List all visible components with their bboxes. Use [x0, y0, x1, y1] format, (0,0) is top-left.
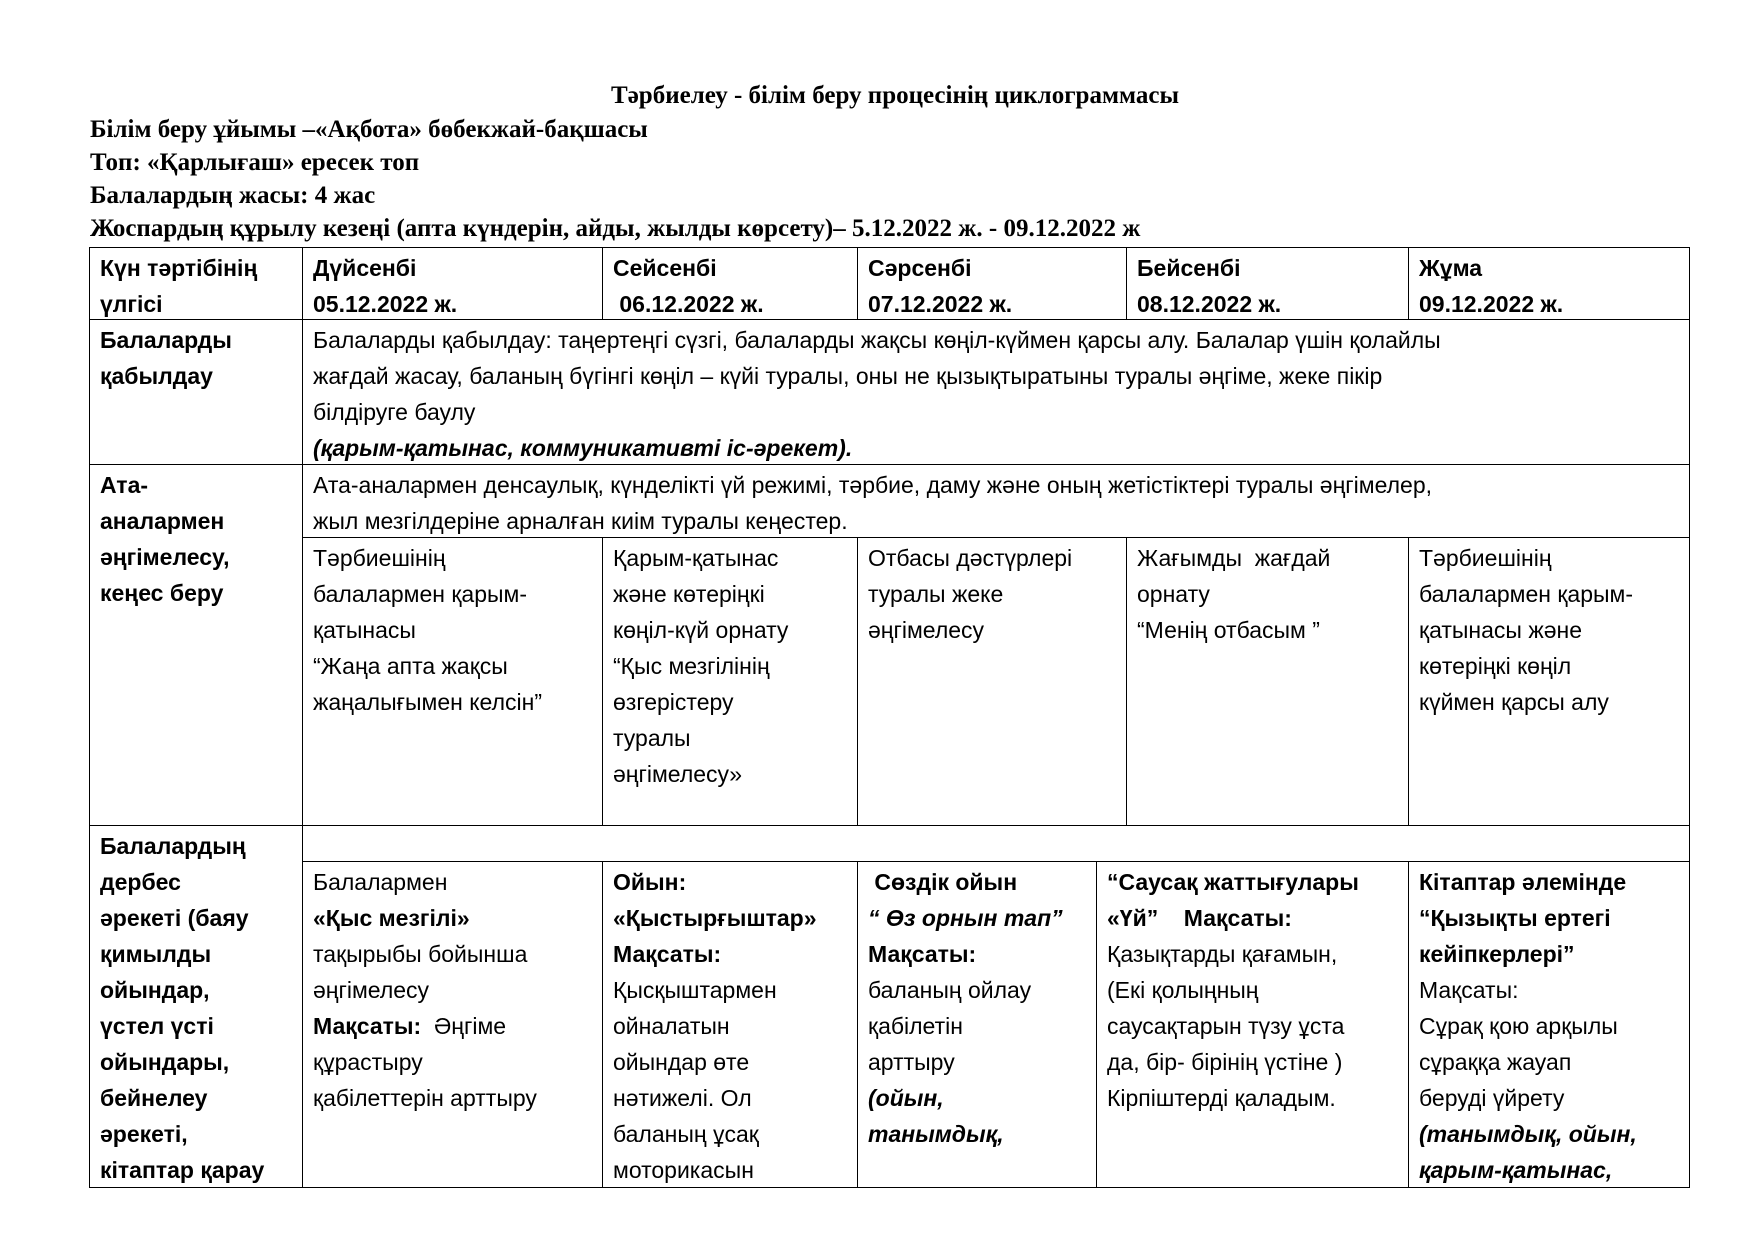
activity-wednesday-cell [857, 861, 1097, 1188]
reception-text-line: білдіруге баулу [313, 399, 476, 425]
goal-label: «Үй” Мақсаты: [1107, 905, 1292, 931]
game-title: «Қыстырғыштар» [613, 905, 817, 931]
activity-monday-cell [302, 861, 603, 1188]
cell-line: ойындар өте [613, 1049, 750, 1075]
cell-line: баланың ойлау [868, 977, 1032, 1003]
cell-line: әңгімелесу [313, 977, 430, 1003]
cell-line: беруді үйрету [1419, 1085, 1565, 1111]
parents-common-line: жыл мезгілдеріне арналған киім туралы кеңестер. [313, 508, 848, 534]
cell-line: сұраққа жауап [1419, 1049, 1572, 1075]
cell-line: моторикасын [613, 1157, 754, 1183]
game-title: Кітаптар әлемінде [1419, 869, 1627, 895]
day-name: Бейсенбі [1137, 255, 1241, 281]
cell-line: және көтеріңкі [613, 581, 765, 607]
cell-line: қабілеттерін арттыру [313, 1085, 537, 1111]
cell-line: туралы жеке [868, 581, 1004, 607]
activity-note: қарым-қатынас, [1419, 1157, 1613, 1183]
game-label: Сөздік ойын [868, 869, 1018, 895]
cell-line: орнату [1137, 581, 1210, 607]
label-line: қимылды [100, 941, 212, 967]
label-line: кітаптар қарау [100, 1157, 265, 1183]
game-title: “Саусақ жаттығулары [1107, 869, 1359, 895]
cell-line: арттыру [868, 1049, 955, 1075]
parents-friday-cell [1408, 537, 1690, 826]
header-day-wednesday [857, 247, 1127, 320]
activity-friday-cell [1408, 861, 1690, 1188]
reception-text-line: жағдай жасау, баланың бүгінгі көңіл – күйі туралы, оны не қызықтыратыны туралы әңгіме, жеке пікір [313, 363, 1383, 389]
row-parents-common [302, 464, 1690, 538]
activity-note: (танымдық, ойын, [1419, 1121, 1637, 1147]
header-day-monday [302, 247, 603, 320]
cell-line: әңгімелесу [868, 617, 985, 643]
cell-line: қатынасы және [1419, 617, 1582, 643]
cell-line: көңіл-күй орнату [613, 617, 789, 643]
goal-label: Мақсаты: [868, 941, 977, 967]
label-line: Ата- [100, 472, 149, 498]
org-line: Білім беру ұйымы –«Ақбота» бөбекжай-бақшасы [90, 116, 648, 143]
activity-note: (ойын, [868, 1085, 944, 1111]
cell-line: саусақтарын түзу ұста [1107, 1013, 1345, 1039]
cell-line: Тәрбиешінің [1419, 545, 1552, 571]
day-name: Сәрсенбі [868, 255, 972, 281]
cell-line: (Екі қолыңның [1107, 977, 1259, 1003]
goal-label: Мақсаты: [613, 941, 722, 967]
cell-line: қатынасы [313, 617, 416, 643]
cell-line: “Менің отбасым ” [1137, 617, 1320, 643]
row-reception-content [302, 319, 1690, 465]
period-line: Жоспардың құрылу кезеңі (апта күндерін, айды, жылды көрсету)– 5.12.2022 ж. - 09.12.2022 ж [90, 215, 1141, 242]
cell-line: да, бір- бірінің үстіне ) [1107, 1049, 1343, 1075]
cell-line: өзгерістеру [613, 689, 734, 715]
document-title: Тәрбиелеу - білім беру процесінің циклограммасы [611, 82, 1179, 109]
cell-line: Сұрақ қою арқылы [1419, 1013, 1618, 1039]
cell-line: баланың ұсақ [613, 1121, 759, 1147]
header-day-thursday [1126, 247, 1409, 320]
cell-line: Қарым-қатынас [613, 545, 779, 571]
reception-text-line: Балаларды қабылдау: таңертеңгі сүзгі, балаларды жақсы көңіл-күймен қарсы алу. Балалар үшін қолайлы [313, 327, 1441, 353]
parents-monday-cell [302, 537, 603, 826]
header-regime-cell [89, 247, 303, 320]
row-reception-label [89, 319, 303, 465]
day-date: 09.12.2022 ж. [1419, 291, 1564, 317]
activity-note: танымдық, [868, 1121, 1004, 1147]
goal-label: Мақсаты: [1419, 977, 1519, 1003]
header-day-tuesday [602, 247, 858, 320]
parents-wednesday-cell [857, 537, 1127, 826]
cell-line: көтеріңкі көңіл [1419, 653, 1572, 679]
activity-tuesday-cell [602, 861, 858, 1188]
cell-line: қабілетін [868, 1013, 963, 1039]
cell-line: ойналатын [613, 1013, 730, 1039]
label-line: әрекеті, [100, 1121, 188, 1147]
day-date: 05.12.2022 ж. [313, 291, 458, 317]
cell-line: Әңгіме [427, 1013, 507, 1039]
label-line: ойындары, [100, 1049, 230, 1075]
goal-label: Мақсаты: [313, 1013, 428, 1039]
cell-line: жаңалығымен келсін” [313, 689, 542, 715]
topic-title: «Қыс мезгілі» [313, 905, 470, 931]
cell-line: әңгімелесу» [613, 761, 743, 787]
activity-thursday-cell [1096, 861, 1409, 1188]
cell-line: Қазықтарды қағамын, [1107, 941, 1338, 967]
day-date: 07.12.2022 ж. [868, 291, 1013, 317]
label-line: Балаларды [100, 327, 232, 353]
label-line: әрекеті (баяу [100, 905, 249, 931]
cell-line: Балалармен [313, 869, 448, 895]
label-line: кеңес беру [100, 580, 224, 606]
cell-line: Қысқыштармен [613, 977, 777, 1003]
age-line: Балалардың жасы: 4 жас [90, 182, 376, 209]
cell-line: туралы [613, 725, 691, 751]
cell-line: нәтижелі. Ол [613, 1085, 752, 1111]
label-line: дербес [100, 869, 181, 895]
label-line: бейнелеу [100, 1085, 208, 1111]
day-name: Сейсенбі [613, 255, 717, 281]
game-label: Ойын: [613, 869, 687, 895]
game-title: “ Өз орнын тап” [868, 905, 1063, 931]
cell-line: тақырыбы бойынша [313, 941, 528, 967]
parents-tuesday-cell [602, 537, 858, 826]
label-line: Балалардың [100, 833, 246, 859]
game-title: кейіпкерлері” [1419, 941, 1575, 967]
day-date: 08.12.2022 ж. [1137, 291, 1282, 317]
day-name: Жұма [1419, 255, 1483, 281]
label-line: ойындар, [100, 977, 210, 1003]
label-line: әңгімелесу, [100, 544, 230, 570]
cell-line: Отбасы дәстүрлері [868, 545, 1073, 571]
row-activity-label [89, 825, 303, 1188]
row-activity-empty-band [302, 825, 1690, 862]
game-title: “Қызықты ертегі [1419, 905, 1611, 931]
parents-thursday-cell [1126, 537, 1409, 826]
cell-line: балалармен қарым- [1419, 581, 1633, 607]
header-day-friday [1408, 247, 1690, 320]
cell-line: Кірпіштерді қаладым. [1107, 1085, 1336, 1111]
label-line: қабылдау [100, 363, 213, 389]
day-date: 06.12.2022 ж. [613, 291, 764, 317]
cell-line: “Қыс мезгілінің [613, 653, 770, 679]
cell-line: Тәрбиешінің [313, 545, 446, 571]
header-regime-line: Күн тәртібінің [100, 255, 258, 281]
cell-line: күймен қарсы алу [1419, 689, 1609, 715]
cell-line: Жағымды жағдай [1137, 545, 1331, 571]
cell-line: балалармен қарым- [313, 581, 527, 607]
header-regime-line: үлгісі [100, 291, 163, 317]
reception-activity-note: (қарым-қатынас, коммуникативті іс-әрекет). [313, 435, 853, 461]
label-line: үстел үсті [100, 1013, 214, 1039]
day-name: Дүйсенбі [313, 255, 417, 281]
group-line: Топ: «Қарлығаш» ересек топ [90, 149, 420, 176]
cell-line: “Жаңа апта жақсы [313, 653, 508, 679]
label-line: аналармен [100, 508, 225, 534]
cell-line: құрастыру [313, 1049, 423, 1075]
parents-common-line: Ата-аналармен денсаулық, күнделікті үй режимі, тәрбие, даму және оның жетістіктері туралы әңгімелер, [313, 472, 1433, 498]
row-parents-label [89, 464, 303, 826]
